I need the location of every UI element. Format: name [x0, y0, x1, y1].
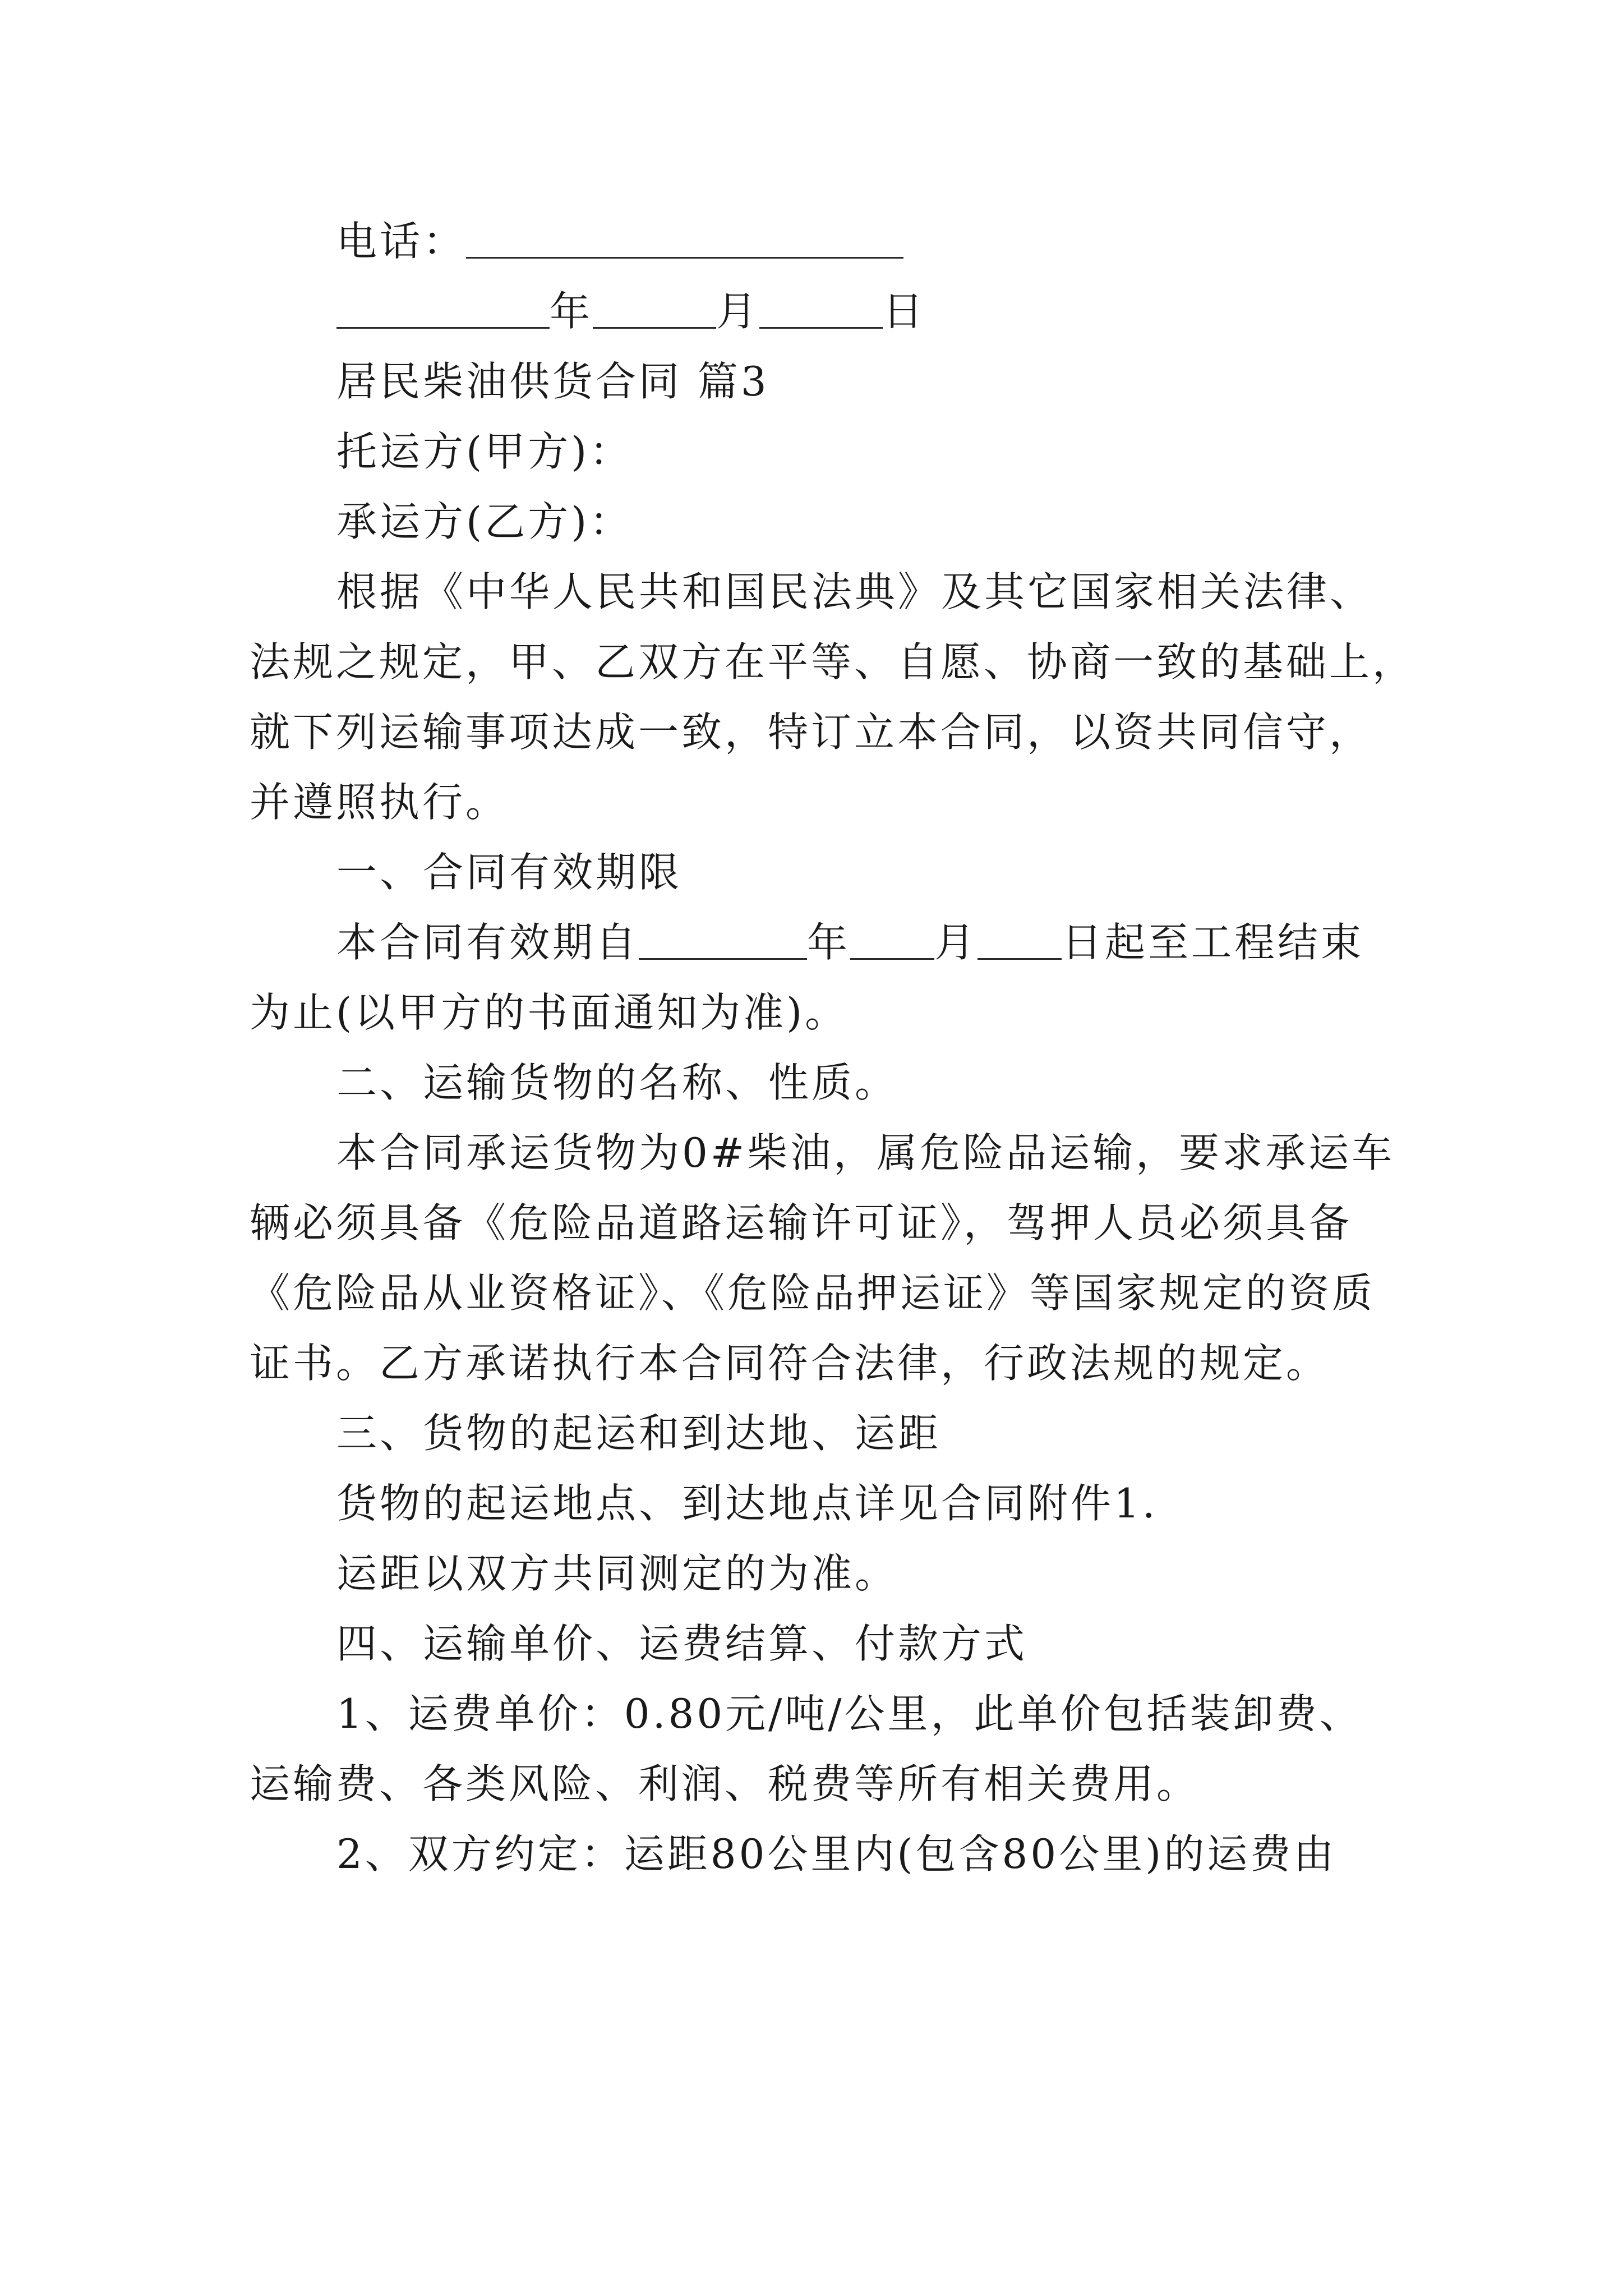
date-line — [336, 283, 926, 339]
year-blank[interactable] — [336, 287, 550, 329]
validity-month-label: 月 — [934, 919, 978, 966]
validity-day-blank[interactable] — [978, 918, 1062, 960]
validity-suffix: 日起至工程结束 — [1062, 919, 1364, 966]
goods-line-2: 辆必须具备《危险品道路运输许可证》，驾押人员必须具备 — [250, 1199, 1353, 1246]
heading-1: 一、合同有效期限 — [336, 849, 683, 896]
heading-2: 二、运输货物的名称、性质。 — [336, 1059, 898, 1106]
day-blank[interactable] — [759, 287, 883, 329]
day-label: 日 — [883, 288, 926, 335]
validity-year-blank[interactable] — [639, 918, 807, 960]
month-label: 月 — [716, 288, 760, 335]
year-label: 年 — [550, 288, 593, 335]
party-b: 承运方(乙方)： — [336, 498, 633, 545]
validity-year-label: 年 — [807, 919, 851, 966]
goods-line-4: 证书。乙方承诺执行本合同符合法律，行政法规的规定。 — [250, 1340, 1330, 1387]
route-line-2: 运距以双方共同测定的为准。 — [336, 1550, 898, 1597]
phone-blank[interactable] — [466, 217, 903, 259]
validity-month-blank[interactable] — [850, 918, 934, 960]
goods-line-3: 《危险品从业资格证》、《危险品押运证》等国家规定的资质 — [250, 1269, 1376, 1317]
validity-prefix: 本合同有效期自 — [336, 919, 639, 966]
price-line-2: 运输费、各类风险、利润、税费等所有相关费用。 — [250, 1760, 1200, 1807]
preamble-line-1: 根据《中华人民共和国民法典》及其它国家相关法律、 — [336, 568, 1373, 615]
preamble-line-2: 法规之规定，甲、乙双方在平等、自愿、协商一致的基础上， — [250, 638, 1416, 685]
validity-line-2: 为止(以甲方的书面通知为准)。 — [250, 989, 849, 1036]
section-title: 居民柴油供货合同 篇3 — [336, 358, 769, 405]
route-line-1: 货物的起运地点、到达地点详见合同附件1. — [336, 1480, 1158, 1527]
month-blank[interactable] — [593, 287, 716, 329]
preamble-line-3: 就下列运输事项达成一致，特订立本合同，以资共同信守， — [250, 708, 1373, 756]
preamble-line-4: 并遵照执行。 — [250, 779, 509, 826]
heading-4: 四、运输单价、运费结算、付款方式 — [336, 1620, 1028, 1667]
phone-line — [336, 213, 903, 269]
goods-line-1: 本合同承运货物为0#柴油，属危险品运输，要求承运车 — [336, 1129, 1395, 1176]
heading-3: 三、货物的起运和到达地、运距 — [336, 1410, 942, 1457]
validity-line — [336, 914, 1364, 970]
party-a: 托运方(甲方)： — [336, 428, 633, 475]
agreement-line: 2、双方约定：运距80公里内(包含80公里)的运费由 — [336, 1830, 1337, 1878]
price-line-1: 1、运费单价：0.80元/吨/公里，此单价包括装卸费、 — [336, 1690, 1363, 1737]
phone-label: 电话： — [336, 218, 467, 265]
